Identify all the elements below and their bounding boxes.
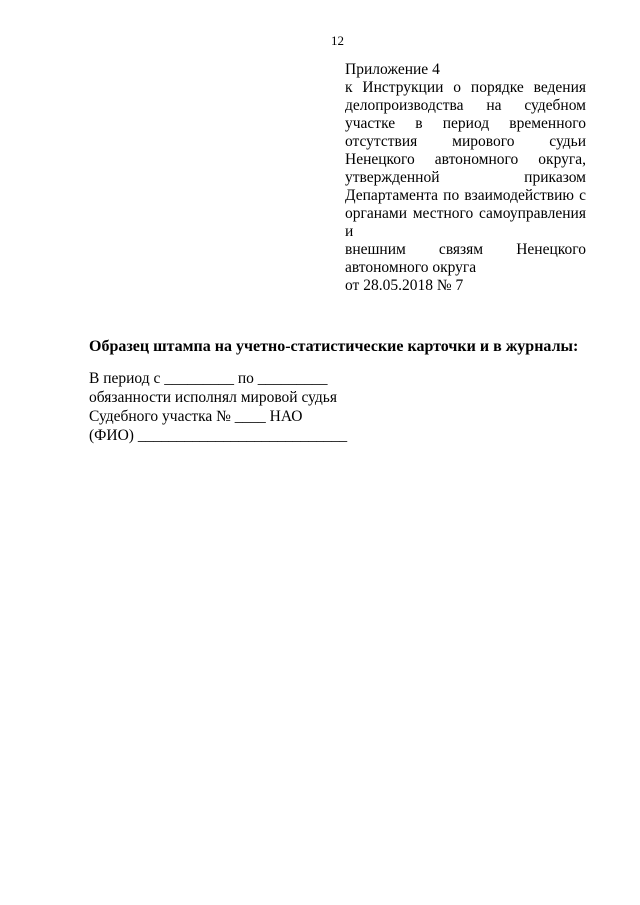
- stamp-court-line: Судебного участка № ____ НАО: [89, 408, 303, 425]
- appendix-date-line: от 28.05.2018 № 7: [345, 277, 464, 294]
- appendix-header: [345, 61, 586, 295]
- appendix-line: автономного округа: [345, 259, 477, 276]
- appendix-line: Ненецкого автономного округа,: [345, 151, 586, 168]
- appendix-line: органами местного самоуправления и: [345, 205, 586, 240]
- stamp-title: Образец штампа на учетно-статистические карточки и в журналы:: [89, 338, 579, 355]
- appendix-line: отсутствия мирового судьи: [345, 133, 586, 150]
- stamp-duty-line: обязанности исполнял мировой судья: [89, 389, 337, 406]
- stamp-name-line: (ФИО) ___________________________: [89, 427, 348, 444]
- appendix-line: Приложение 4: [345, 61, 440, 78]
- appendix-line: делопроизводства на судебном: [345, 97, 586, 114]
- appendix-line: Департамента по взаимодействию с: [345, 187, 586, 204]
- page-number: 12: [331, 33, 344, 48]
- appendix-line: утвержденной приказом: [345, 169, 586, 186]
- appendix-line: участке в период временного: [345, 115, 586, 132]
- appendix-line: к Инструкции о порядке ведения: [345, 79, 586, 96]
- stamp-sample: [89, 369, 347, 445]
- appendix-line: внешним связям Ненецкого: [345, 241, 586, 258]
- stamp-period-line: В период с _________ по _________: [89, 370, 328, 387]
